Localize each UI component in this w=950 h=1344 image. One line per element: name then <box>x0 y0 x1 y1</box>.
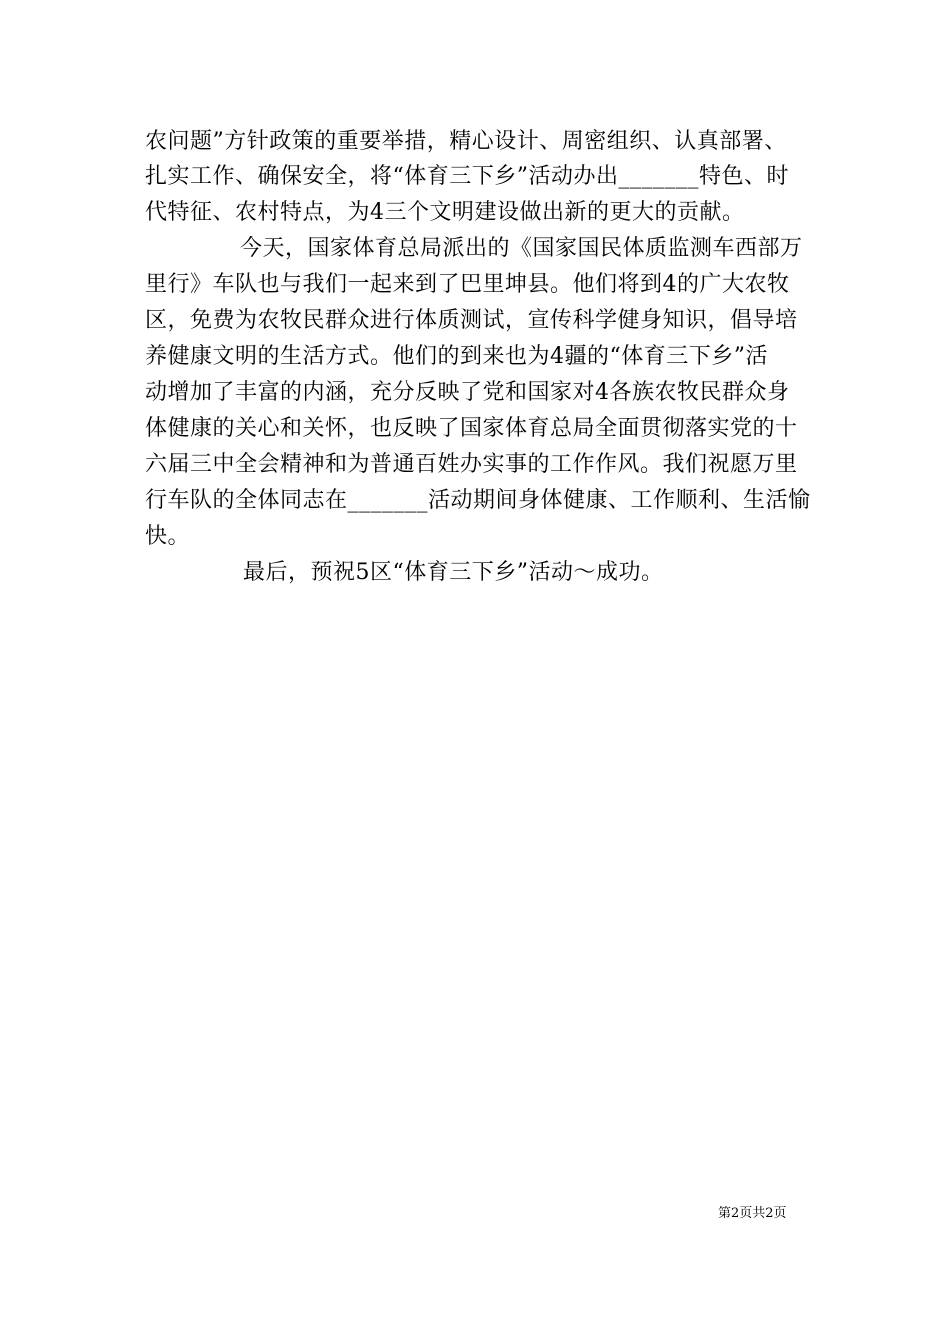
paragraph-line: 体健康的关心和关怀，也反映了国家体育总局全面贯彻落实党的十 <box>145 416 798 441</box>
paragraph-line: 最后，预祝5区“体育三下乡”活动～成功。 <box>243 560 664 585</box>
paragraph-line: 今天，国家体育总局派出的《国家国民体质监测车西部万 <box>240 236 803 261</box>
paragraph-line: 农问题”方针政策的重要举措，精心设计、周密组织、认真部署、 <box>145 129 787 154</box>
paragraph-line: 区，免费为农牧民群众进行体质测试，宣传科学健身知识，倡导培 <box>145 308 798 333</box>
paragraph-line: 六届三中全会精神和为普通百姓办实事的工作作风。我们祝愿万里 <box>145 452 798 477</box>
paragraph-line: 动增加了丰富的内涵，充分反映了党和国家对4各族农牧民群众身 <box>145 380 790 405</box>
paragraph-line: 里行》车队也与我们一起来到了巴里坤县。他们将到4的广大农牧 <box>145 272 790 297</box>
paragraph-line: 快。 <box>145 524 191 549</box>
paragraph-line: 养健康文明的生活方式。他们的到来也为4疆的“体育三下乡”活 <box>145 344 768 369</box>
paragraph-line: 行车队的全体同志在_______活动期间身体健康、工作顺利、生活愉 <box>145 488 811 513</box>
page-number-footer: 第2页共2页 <box>718 1206 787 1221</box>
paragraph-line: 扎实工作、确保安全，将“体育三下乡”活动办出_______特色、时 <box>145 164 789 189</box>
paragraph-line: 代特征、农村特点，为4三个文明建设做出新的更大的贡献。 <box>145 200 745 225</box>
